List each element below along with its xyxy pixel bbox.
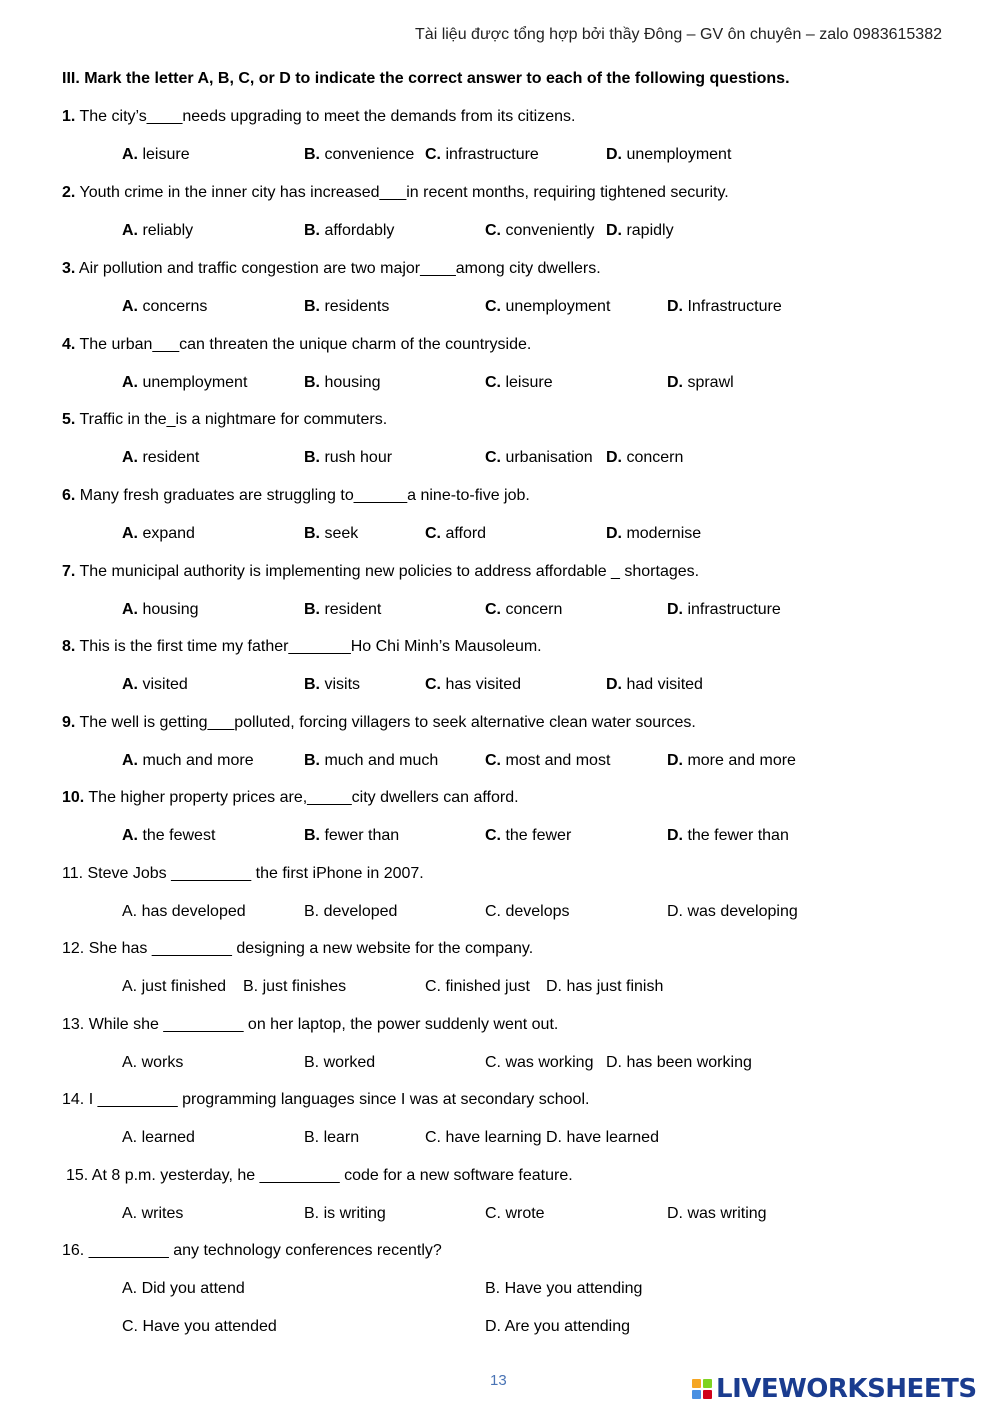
option-10b[interactable] <box>304 827 399 845</box>
option-letter: C. <box>485 601 501 618</box>
option-7c[interactable] <box>485 601 562 619</box>
option-text: much and much <box>324 752 439 769</box>
page-header: Tài liệu được tổng hợp bởi thầy Đông – GV ôn chuyên – zalo 0983615382 <box>415 26 942 43</box>
option-text: residents <box>324 298 390 315</box>
option-16c[interactable]: C. Have you attended <box>122 1318 277 1335</box>
option-11d[interactable]: D. was developing <box>667 903 798 920</box>
option-letter: A. <box>122 752 138 769</box>
option-letter: D. <box>667 827 683 844</box>
question-text: The city’s____needs upgrading to meet the demands from its citizens. <box>79 108 576 125</box>
option-9a[interactable] <box>122 752 254 770</box>
option-1b[interactable] <box>304 146 414 164</box>
option-6d[interactable] <box>606 525 701 543</box>
option-letter: D. <box>606 449 622 466</box>
option-14d[interactable]: D. have learned <box>546 1129 659 1146</box>
option-letter: B. <box>304 525 320 542</box>
question-9 <box>62 714 696 732</box>
option-2a[interactable] <box>122 222 193 240</box>
option-letter: D. <box>667 601 683 618</box>
question-5 <box>62 411 387 429</box>
option-5b[interactable] <box>304 449 392 467</box>
option-text: visits <box>324 676 361 693</box>
question-12: 12. She has _________ designing a new website for the company. <box>62 940 534 957</box>
option-5c[interactable] <box>485 449 593 467</box>
question-2 <box>62 184 729 202</box>
question-1 <box>62 108 575 126</box>
option-11c[interactable]: C. develops <box>485 903 570 920</box>
option-letter: B. <box>304 146 320 163</box>
option-11b[interactable]: B. developed <box>304 903 398 920</box>
option-13a[interactable]: A. works <box>122 1054 184 1071</box>
question-text: The well is getting___polluted, forcing villagers to seek alternative clean water sources. <box>79 714 696 731</box>
question-16: 16. _________ any technology conferences recently? <box>62 1242 442 1259</box>
question-10 <box>62 789 519 807</box>
option-text: Infrastructure <box>687 298 782 315</box>
option-7a[interactable] <box>122 601 199 619</box>
question-number: 4. <box>62 336 76 353</box>
option-6a[interactable] <box>122 525 195 543</box>
option-4a[interactable] <box>122 374 247 392</box>
option-letter: C. <box>485 298 501 315</box>
option-16d[interactable]: D. Are you attending <box>485 1318 630 1335</box>
option-7b[interactable] <box>304 601 381 619</box>
option-text: concern <box>505 601 563 618</box>
question-text: This is the first time my father_______Ho Chi Minh’s Mausoleum. <box>79 638 542 655</box>
option-text: had visited <box>626 676 703 693</box>
question-number: 7. <box>62 563 76 580</box>
question-text: Youth crime in the inner city has increased___in recent months, requiring tightened security. <box>79 184 729 201</box>
question-6 <box>62 487 530 505</box>
option-8b[interactable] <box>304 676 360 694</box>
option-text: modernise <box>626 525 702 542</box>
option-text: affordably <box>324 222 395 239</box>
option-13d[interactable]: D. has been working <box>606 1054 752 1071</box>
option-text: much and more <box>142 752 254 769</box>
option-1a[interactable] <box>122 146 190 164</box>
option-letter: D. <box>606 525 622 542</box>
option-text: the fewest <box>142 827 216 844</box>
question-4 <box>62 336 531 354</box>
option-letter: A. <box>122 146 138 163</box>
option-text: fewer than <box>324 827 400 844</box>
option-14a[interactable]: A. learned <box>122 1129 195 1146</box>
section-title: III. Mark the letter A, B, C, or D to indicate the correct answer to each of the following questions. <box>62 70 790 87</box>
question-text: Many fresh graduates are struggling to______a nine-to-five job. <box>79 487 530 504</box>
question-text: The urban___can threaten the unique charm of the countryside. <box>79 336 532 353</box>
option-letter: C. <box>485 374 501 391</box>
option-text: most and most <box>505 752 611 769</box>
option-text: visited <box>142 676 188 693</box>
option-text: has visited <box>445 676 522 693</box>
option-letter: A. <box>122 827 138 844</box>
option-11a[interactable]: A. has developed <box>122 903 246 920</box>
option-13b[interactable]: B. worked <box>304 1054 376 1071</box>
option-text: unemployment <box>626 146 732 163</box>
option-8a[interactable] <box>122 676 188 694</box>
option-16a[interactable]: A. Did you attend <box>122 1280 245 1297</box>
option-12d[interactable]: D. has just finish <box>546 978 664 995</box>
question-number: 9. <box>62 714 76 731</box>
option-text: concern <box>626 449 684 466</box>
option-letter: B. <box>304 449 320 466</box>
option-text: concerns <box>142 298 208 315</box>
option-8c[interactable] <box>425 676 521 694</box>
question-8 <box>62 638 542 656</box>
option-text: urbanisation <box>505 449 593 466</box>
option-text: afford <box>445 525 487 542</box>
option-letter: B. <box>304 752 320 769</box>
option-9c[interactable] <box>485 752 610 770</box>
option-12a[interactable]: A. just finished <box>122 978 227 995</box>
option-text: reliably <box>142 222 194 239</box>
question-number: 1. <box>62 108 76 125</box>
option-text: the fewer <box>505 827 572 844</box>
option-letter: C. <box>425 676 441 693</box>
option-3a[interactable] <box>122 298 207 316</box>
option-text: convenience <box>324 146 415 163</box>
option-letter: D. <box>667 374 683 391</box>
option-letter: C. <box>425 525 441 542</box>
option-15d[interactable]: D. was writing <box>667 1205 767 1222</box>
option-letter: B. <box>304 601 320 618</box>
option-text: resident <box>324 601 382 618</box>
option-14c[interactable]: C. have learning <box>425 1129 542 1146</box>
option-letter: C. <box>485 827 501 844</box>
option-15b[interactable]: B. is writing <box>304 1205 386 1222</box>
option-6b[interactable] <box>304 525 358 543</box>
option-3c[interactable] <box>485 298 610 316</box>
option-9b[interactable] <box>304 752 438 770</box>
option-letter: A. <box>122 676 138 693</box>
option-4c[interactable] <box>485 374 553 392</box>
option-text: expand <box>142 525 195 542</box>
question-number: 8. <box>62 638 76 655</box>
logo-text: LIVEWORKSHEETS <box>716 1374 977 1404</box>
option-letter: C. <box>425 146 441 163</box>
option-letter: D. <box>667 298 683 315</box>
option-4d[interactable] <box>667 374 734 392</box>
option-2c[interactable] <box>485 222 594 240</box>
option-3b[interactable] <box>304 298 389 316</box>
option-letter: B. <box>304 298 320 315</box>
option-2d[interactable] <box>606 222 674 240</box>
option-15c[interactable]: C. wrote <box>485 1205 545 1222</box>
option-text: leisure <box>505 374 553 391</box>
option-5d[interactable] <box>606 449 683 467</box>
option-letter: A. <box>122 601 138 618</box>
question-text: The higher property prices are,_____city dwellers can afford. <box>88 789 519 806</box>
question-number: 2. <box>62 184 76 201</box>
question-number: 6. <box>62 487 76 504</box>
option-1c[interactable] <box>425 146 539 164</box>
option-letter: D. <box>606 676 622 693</box>
question-number: 5. <box>62 411 76 428</box>
option-text: rush hour <box>324 449 393 466</box>
option-text: conveniently <box>505 222 595 239</box>
liveworksheets-icon <box>692 1379 712 1399</box>
option-text: housing <box>142 601 199 618</box>
option-letter: D. <box>606 222 622 239</box>
option-10a[interactable] <box>122 827 215 845</box>
option-text: sprawl <box>687 374 734 391</box>
page-number: 13 <box>490 1372 507 1389</box>
option-letter: D. <box>606 146 622 163</box>
option-12b[interactable]: B. just finishes <box>243 978 347 995</box>
option-text: leisure <box>142 146 190 163</box>
option-6c[interactable] <box>425 525 486 543</box>
option-16b[interactable]: B. Have you attending <box>485 1280 643 1297</box>
option-text: the fewer than <box>687 827 789 844</box>
option-letter: B. <box>304 222 320 239</box>
option-letter: A. <box>122 374 138 391</box>
question-number: 3. <box>62 260 76 277</box>
option-text: more and more <box>687 752 796 769</box>
option-letter: B. <box>304 827 320 844</box>
option-letter: A. <box>122 449 138 466</box>
option-2b[interactable] <box>304 222 394 240</box>
option-12c[interactable]: C. finished just <box>425 978 530 995</box>
option-text: infrastructure <box>445 146 539 163</box>
option-3d[interactable] <box>667 298 782 316</box>
option-text: rapidly <box>626 222 674 239</box>
option-10c[interactable] <box>485 827 571 845</box>
question-15: 15. At 8 p.m. yesterday, he _________ code for a new software feature. <box>66 1167 573 1184</box>
question-text: Traffic in the_is a nightmare for commuters. <box>79 411 388 428</box>
question-number: 10. <box>62 789 85 806</box>
option-14b[interactable]: B. learn <box>304 1129 360 1146</box>
option-letter: C. <box>485 449 501 466</box>
question-11: 11. Steve Jobs _________ the first iPhone in 2007. <box>62 865 424 882</box>
option-letter: A. <box>122 298 138 315</box>
question-3 <box>62 260 601 278</box>
liveworksheets-logo <box>692 1372 977 1406</box>
option-1d[interactable] <box>606 146 731 164</box>
option-text: infrastructure <box>687 601 781 618</box>
option-text: resident <box>142 449 200 466</box>
question-7 <box>62 563 699 581</box>
option-7d[interactable] <box>667 601 781 619</box>
option-letter: A. <box>122 525 138 542</box>
option-text: unemployment <box>142 374 248 391</box>
question-14: 14. I _________ programming languages since I was at secondary school. <box>62 1091 590 1108</box>
option-letter: C. <box>485 752 501 769</box>
option-letter: B. <box>304 676 320 693</box>
option-letter: C. <box>485 222 501 239</box>
question-text: Air pollution and traffic congestion are two major____among city dwellers. <box>78 260 601 277</box>
option-text: unemployment <box>505 298 611 315</box>
option-text: seek <box>324 525 359 542</box>
option-letter: D. <box>667 752 683 769</box>
option-text: housing <box>324 374 381 391</box>
option-13c[interactable]: C. was working <box>485 1054 594 1071</box>
question-13: 13. While she _________ on her laptop, the power suddenly went out. <box>62 1016 559 1033</box>
option-15a[interactable]: A. writes <box>122 1205 184 1222</box>
question-text: The municipal authority is implementing new policies to address affordable _ shortages. <box>79 563 700 580</box>
option-letter: A. <box>122 222 138 239</box>
option-10d[interactable] <box>667 827 789 845</box>
option-letter: B. <box>304 374 320 391</box>
option-4b[interactable] <box>304 374 381 392</box>
option-5a[interactable] <box>122 449 199 467</box>
option-9d[interactable] <box>667 752 796 770</box>
option-8d[interactable] <box>606 676 703 694</box>
